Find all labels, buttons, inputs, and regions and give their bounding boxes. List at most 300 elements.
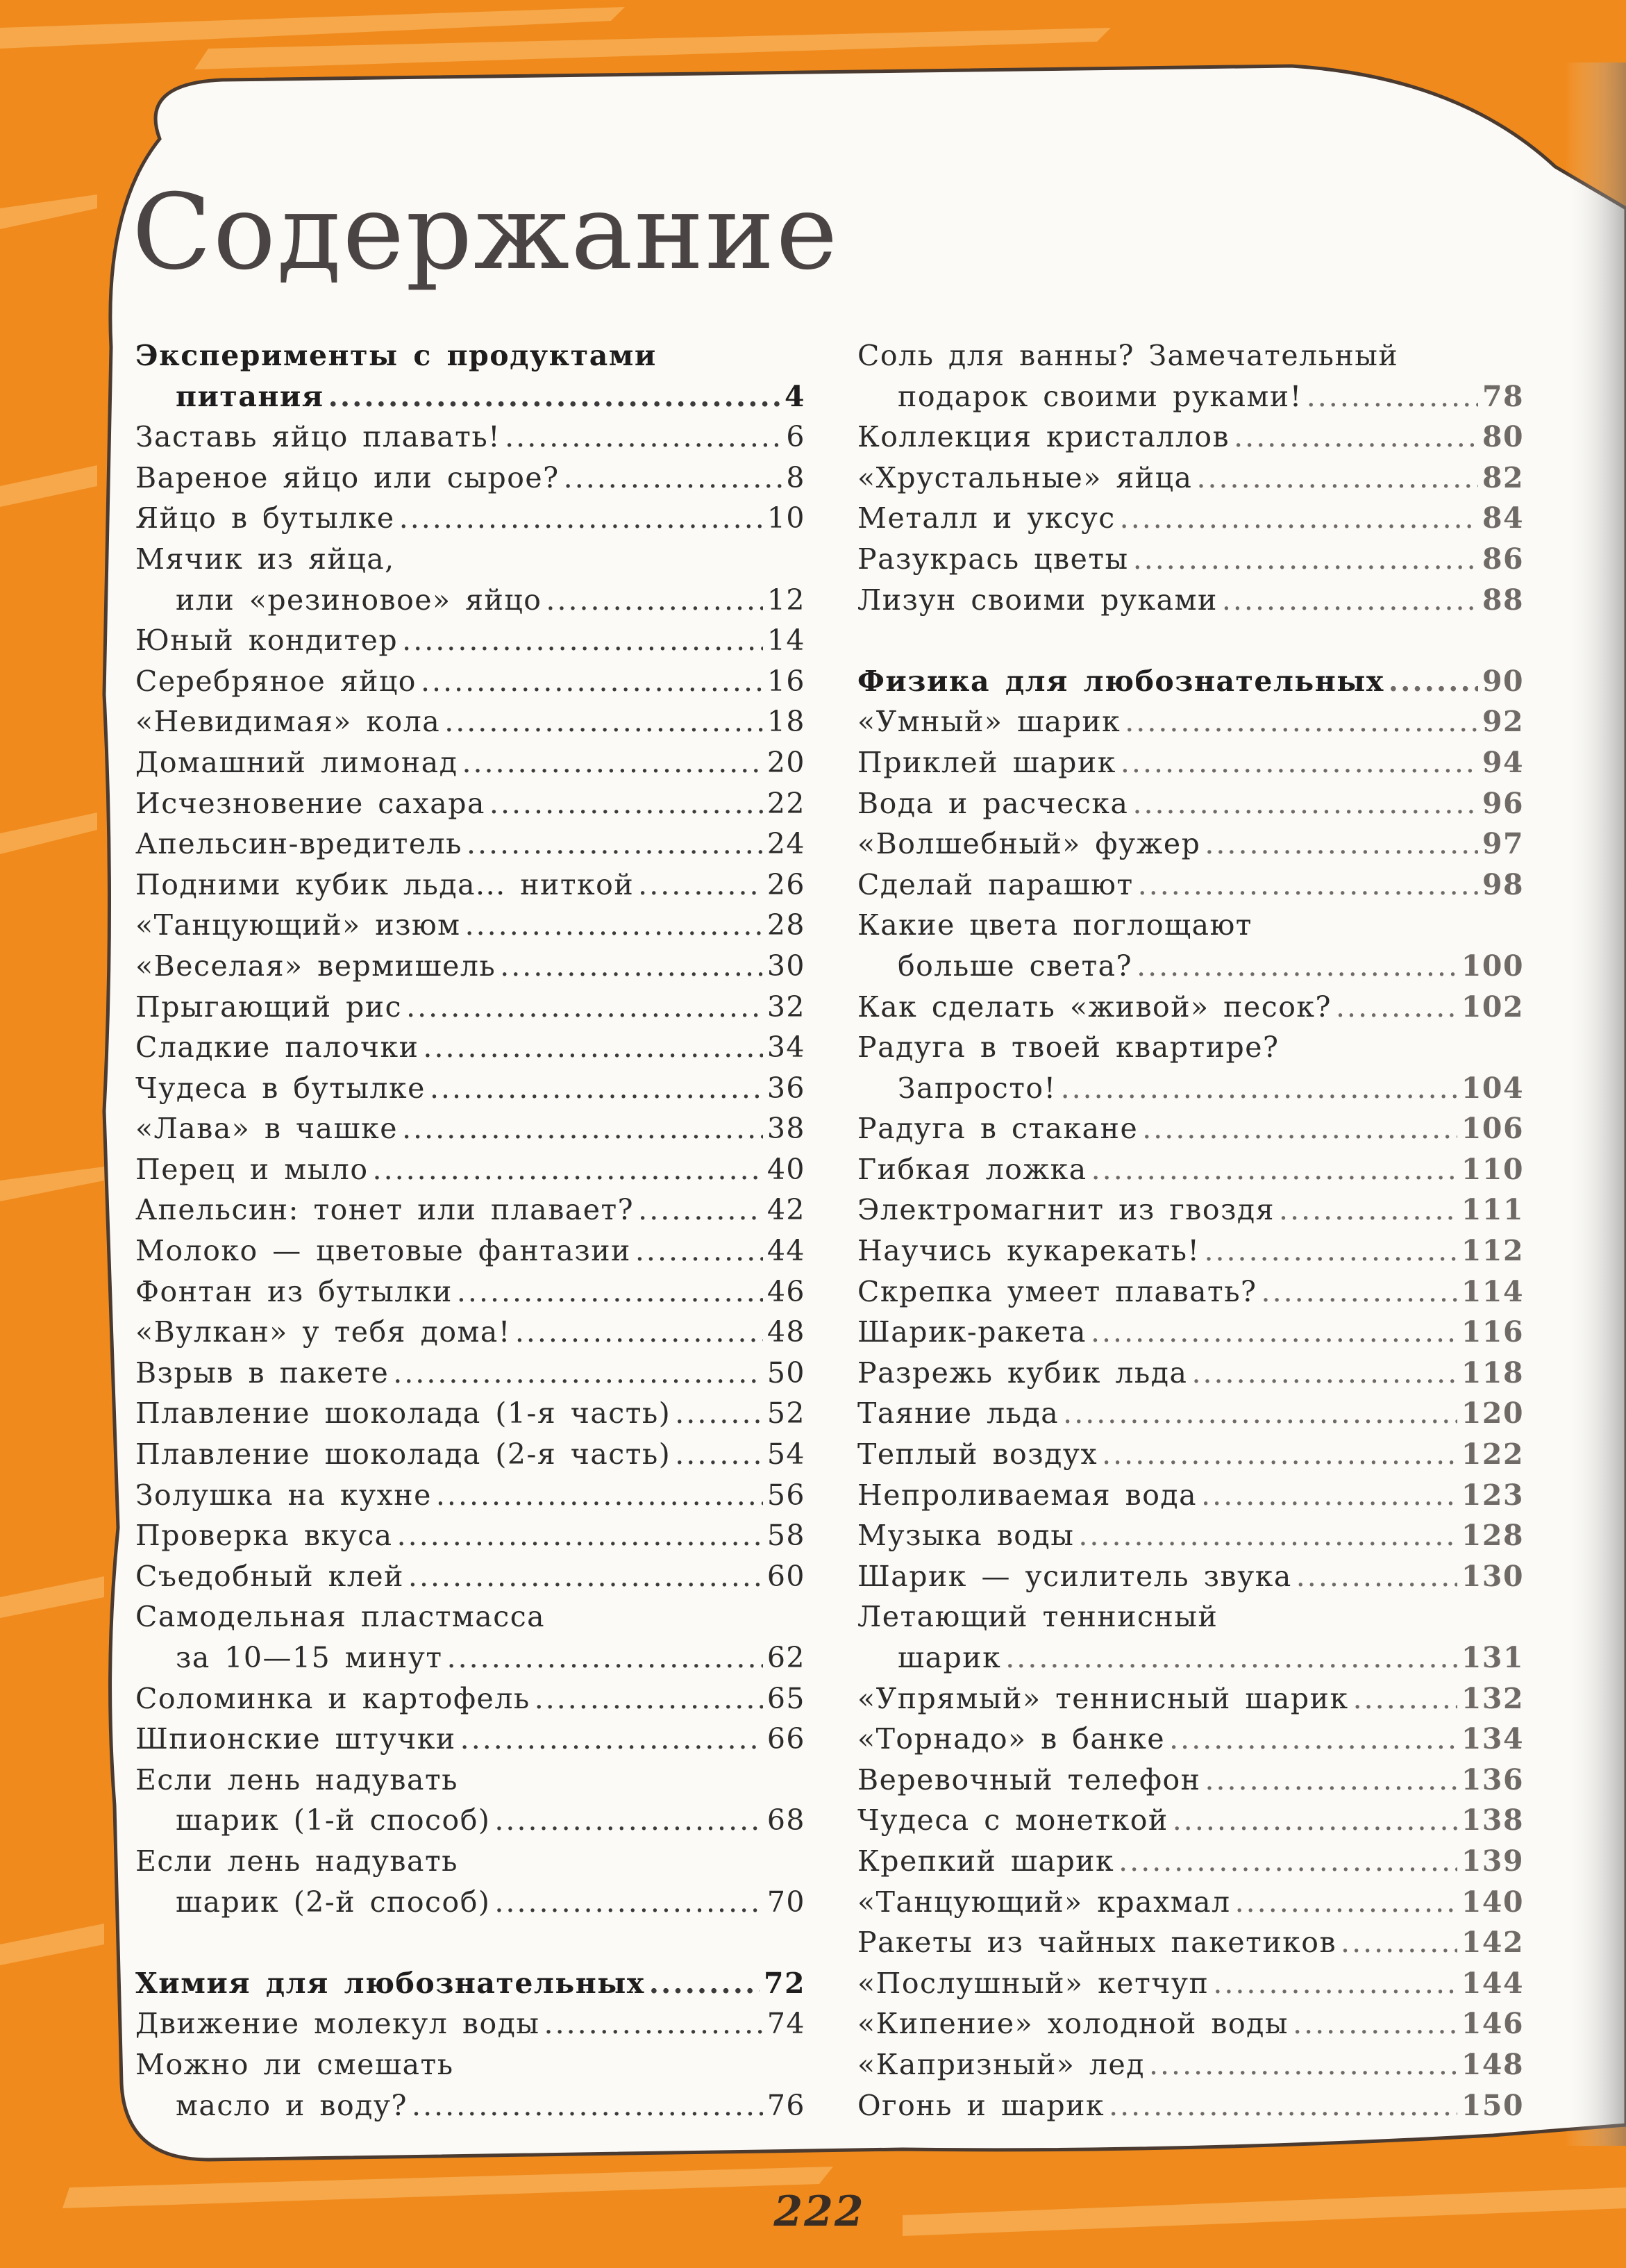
dot-leader bbox=[1061, 1068, 1457, 1109]
toc-entry bbox=[857, 1149, 1524, 1190]
toc-page-number: 146 bbox=[1461, 2007, 1524, 2041]
dot-leader bbox=[1213, 1963, 1457, 2004]
toc-entry-title: Золушка на кухне bbox=[135, 1478, 432, 1512]
toc-entry bbox=[135, 2003, 805, 2044]
dot-leader bbox=[402, 1108, 763, 1149]
toc-entry-title: Соль для ванны? Замечательный bbox=[857, 339, 1399, 372]
toc-page-number: 56 bbox=[766, 1478, 805, 1512]
toc-entry-title: подарок своими руками! bbox=[898, 379, 1302, 413]
toc-entry bbox=[857, 783, 1524, 824]
toc-entry-title: Если лень надувать bbox=[135, 1762, 458, 1796]
dot-leader bbox=[1149, 2044, 1457, 2085]
toc-entry-title: Скрепка умеет плавать? bbox=[857, 1274, 1257, 1308]
toc-entry-title: «Лава» в чашке bbox=[135, 1112, 399, 1146]
toc-entry-title: больше света? bbox=[898, 949, 1133, 983]
toc-entry bbox=[135, 458, 805, 499]
dot-leader bbox=[1353, 1678, 1457, 1719]
toc-page-number: 88 bbox=[1482, 583, 1524, 617]
dot-leader bbox=[1063, 1393, 1457, 1434]
page-title: Содержание bbox=[132, 172, 839, 293]
toc-entry bbox=[135, 865, 805, 906]
dot-leader bbox=[1091, 1149, 1457, 1190]
dot-leader bbox=[328, 376, 780, 417]
dot-leader bbox=[436, 1475, 763, 1516]
toc-entry bbox=[857, 865, 1524, 906]
toc-entry-title: Ракеты из чайных пакетиков bbox=[857, 1926, 1337, 1960]
toc-entry-title: питания bbox=[176, 379, 324, 413]
dot-leader bbox=[457, 1271, 763, 1312]
toc-page-number: 38 bbox=[766, 1112, 805, 1146]
toc-page-number: 116 bbox=[1461, 1315, 1524, 1349]
toc-entry bbox=[857, 498, 1524, 539]
toc-right-column bbox=[857, 335, 1524, 2126]
toc-entry bbox=[857, 1393, 1524, 1434]
toc-entry-title: Эксперименты с продуктами bbox=[135, 339, 657, 372]
toc-entry-title: «Капризный» лед bbox=[857, 2047, 1145, 2081]
toc-page-number: 74 bbox=[766, 2007, 805, 2041]
toc-entry-title: Домашний лимонад bbox=[135, 745, 458, 779]
toc-page-number: 86 bbox=[1482, 542, 1524, 576]
toc-entry-title: Если лень надувать bbox=[135, 1844, 458, 1878]
dot-leader bbox=[1341, 1922, 1457, 1963]
toc-entry bbox=[135, 742, 805, 783]
dot-leader bbox=[1169, 1719, 1457, 1760]
dot-leader bbox=[1191, 1353, 1457, 1394]
toc-entry bbox=[857, 1719, 1524, 1760]
dot-leader bbox=[1296, 1556, 1457, 1597]
toc-page-number: 100 bbox=[1461, 949, 1524, 983]
toc-entry bbox=[857, 1678, 1524, 1719]
toc-entry-title: Лизун своими руками bbox=[857, 583, 1218, 617]
toc-page-number: 140 bbox=[1461, 1885, 1524, 1919]
toc-entry-title: Подними кубик льда... ниткой bbox=[135, 867, 635, 901]
toc-entry-title: «Упрямый» теннисный шарик bbox=[857, 1681, 1349, 1715]
toc-entry bbox=[135, 783, 805, 824]
toc-entry-title: Плавление шоколада (2-я часть) bbox=[135, 1437, 671, 1471]
toc-entry-title: «Кипение» холодной воды bbox=[857, 2007, 1289, 2041]
toc-page-number: 10 bbox=[766, 501, 805, 535]
toc-page-number: 20 bbox=[766, 745, 805, 779]
toc-entry bbox=[857, 1882, 1524, 1923]
toc-page-number: 94 bbox=[1482, 745, 1524, 779]
toc-entry bbox=[135, 1596, 805, 1637]
toc-entry-title: «Танцующий» крахмал bbox=[857, 1885, 1231, 1919]
toc-page-number: 144 bbox=[1461, 1966, 1524, 2000]
toc-page-number: 97 bbox=[1482, 827, 1524, 861]
dot-leader bbox=[535, 1678, 763, 1719]
dot-leader bbox=[460, 1719, 763, 1760]
toc-page-number: 40 bbox=[766, 1152, 805, 1186]
toc-entry bbox=[135, 1475, 805, 1516]
dot-leader bbox=[1235, 1882, 1457, 1923]
toc-entry bbox=[857, 376, 1524, 417]
toc-entry bbox=[857, 2003, 1524, 2044]
toc-entry bbox=[135, 946, 805, 987]
dot-leader bbox=[1205, 824, 1478, 865]
toc-page-number: 76 bbox=[766, 2088, 805, 2122]
toc-page-number: 12 bbox=[766, 583, 805, 617]
toc-entry bbox=[857, 742, 1524, 783]
dot-leader bbox=[423, 1027, 762, 1068]
toc-entry-title: «Невидимая» кола bbox=[135, 705, 441, 739]
dot-leader bbox=[1120, 498, 1478, 539]
toc-entry bbox=[857, 1027, 1524, 1068]
toc-page-number: 26 bbox=[766, 867, 805, 901]
toc-entry bbox=[857, 1637, 1524, 1678]
dot-leader bbox=[1125, 701, 1478, 742]
dot-leader bbox=[1132, 783, 1477, 824]
toc-entry-title: Приклей шарик bbox=[857, 745, 1116, 779]
dot-leader bbox=[402, 620, 763, 661]
toc-entry-title: Гибкая ложка bbox=[857, 1152, 1087, 1186]
toc-entry-title: «Торнадо» в банке bbox=[857, 1722, 1166, 1756]
toc-entry bbox=[135, 1841, 805, 1882]
toc-entry-title: Фонтан из бутылки bbox=[135, 1274, 453, 1308]
toc-entry-title: Вареное яйцо или сырое? bbox=[135, 460, 560, 494]
dot-leader bbox=[638, 1190, 763, 1231]
toc-entry bbox=[135, 1515, 805, 1556]
toc-page-number: 18 bbox=[766, 705, 805, 739]
toc-entry bbox=[857, 1760, 1524, 1801]
toc-page-number: 80 bbox=[1482, 420, 1524, 454]
toc-entry bbox=[135, 2085, 805, 2126]
dot-leader bbox=[447, 1637, 763, 1678]
toc-entry bbox=[857, 1434, 1524, 1475]
dot-leader bbox=[675, 1434, 763, 1475]
dot-leader bbox=[1118, 1841, 1457, 1882]
toc-entry bbox=[135, 1393, 805, 1434]
toc-entry-title: «Послушный» кетчуп bbox=[857, 1966, 1209, 2000]
toc-entry-title: Серебряное яйцо bbox=[135, 664, 417, 698]
toc-page-number: 4 bbox=[784, 379, 805, 413]
dot-leader bbox=[406, 987, 763, 1028]
dot-leader bbox=[500, 946, 763, 987]
toc-page-number: 22 bbox=[766, 786, 805, 820]
dot-leader bbox=[1293, 2003, 1457, 2044]
dot-leader bbox=[1121, 742, 1478, 783]
toc-entry bbox=[857, 1068, 1524, 1109]
toc-page-number: 8 bbox=[786, 460, 805, 494]
dot-leader bbox=[467, 824, 763, 865]
toc-page-number: 114 bbox=[1461, 1274, 1524, 1308]
dot-leader bbox=[1234, 417, 1478, 458]
toc-entry-title: Запросто! bbox=[898, 1071, 1057, 1105]
toc-page-number: 110 bbox=[1461, 1152, 1524, 1186]
dot-leader bbox=[649, 1963, 760, 2004]
toc-page-number: 65 bbox=[766, 1681, 805, 1715]
toc-entry-title: Шарик-ракета bbox=[857, 1315, 1087, 1349]
toc-section-heading bbox=[135, 376, 805, 417]
toc-page-number: 138 bbox=[1461, 1803, 1524, 1837]
toc-entry bbox=[135, 661, 805, 702]
dot-leader bbox=[546, 580, 762, 621]
toc-entry-title: «Волшебный» фужер bbox=[857, 827, 1201, 861]
toc-page-number: 46 bbox=[766, 1274, 805, 1308]
dot-leader bbox=[1389, 661, 1478, 702]
toc-entry-title: Металл и уксус bbox=[857, 501, 1116, 535]
toc-page-number: 44 bbox=[766, 1234, 805, 1268]
toc-page-number: 106 bbox=[1461, 1112, 1524, 1146]
toc-entry-title: Проверка вкуса bbox=[135, 1519, 393, 1553]
toc-page-number: 16 bbox=[766, 664, 805, 698]
dot-leader bbox=[494, 1800, 762, 1841]
toc-entry-title: Чудеса с монеткой bbox=[857, 1803, 1168, 1837]
toc-page-number: 92 bbox=[1482, 705, 1524, 739]
toc-entry bbox=[135, 1719, 805, 1760]
toc-entry-title: Апельсин-вредитель bbox=[135, 827, 462, 861]
toc-entry bbox=[135, 1271, 805, 1312]
dot-leader bbox=[1078, 1515, 1457, 1556]
dot-leader bbox=[1196, 458, 1477, 499]
toc-page-number: 14 bbox=[766, 624, 805, 658]
toc-entry bbox=[857, 1922, 1524, 1963]
toc-entry bbox=[857, 335, 1524, 376]
toc-entry bbox=[857, 1190, 1524, 1231]
toc-page-number: 134 bbox=[1461, 1722, 1524, 1756]
toc-page-number: 104 bbox=[1461, 1071, 1524, 1105]
toc-entry bbox=[857, 1800, 1524, 1841]
toc-entry-title: Апельсин: тонет или плавает? bbox=[135, 1193, 635, 1227]
toc-page-number: 32 bbox=[766, 990, 805, 1024]
dot-leader bbox=[1138, 865, 1478, 906]
toc-page-number: 131 bbox=[1461, 1641, 1524, 1674]
toc-entry-title: масло и воду? bbox=[176, 2088, 408, 2122]
toc-entry bbox=[135, 1312, 805, 1353]
toc-page-number: 102 bbox=[1461, 990, 1524, 1024]
toc-spacer bbox=[857, 620, 1524, 661]
toc-entry-title: Как сделать «живой» песок? bbox=[857, 990, 1332, 1024]
toc-page-number: 60 bbox=[766, 1559, 805, 1593]
toc-entry bbox=[857, 1556, 1524, 1597]
dot-leader bbox=[1102, 1434, 1457, 1475]
toc-entry-title: Яйцо в бутылке bbox=[135, 501, 395, 535]
toc-entry bbox=[857, 1475, 1524, 1516]
toc-page-number: 78 bbox=[1482, 379, 1524, 413]
toc-entry-title: Чудеса в бутылке bbox=[135, 1071, 426, 1105]
toc-page-number: 96 bbox=[1482, 786, 1524, 820]
dot-leader bbox=[393, 1353, 763, 1394]
toc-page-number: 70 bbox=[766, 1885, 805, 1919]
toc-entry-title: Молоко — цветовые фантазии bbox=[135, 1234, 631, 1268]
toc-page-number: 54 bbox=[766, 1437, 805, 1471]
toc-entry bbox=[857, 1271, 1524, 1312]
toc-entry bbox=[135, 1800, 805, 1841]
dot-leader bbox=[1205, 1760, 1457, 1801]
toc-entry-title: Научись кукарекать! bbox=[857, 1234, 1200, 1268]
toc-entry-title: Самодельная пластмасса bbox=[135, 1600, 546, 1634]
toc-page-number: 120 bbox=[1461, 1396, 1524, 1431]
toc-entry-title: Разукрась цветы bbox=[857, 542, 1129, 576]
toc-entry bbox=[135, 1108, 805, 1149]
toc-entry bbox=[135, 580, 805, 621]
toc-entry bbox=[857, 417, 1524, 458]
toc-entry bbox=[135, 1882, 805, 1923]
dot-leader bbox=[1204, 1231, 1457, 1271]
toc-entry-title: Сделай парашют bbox=[857, 867, 1134, 901]
toc-entry-title: Исчезновение сахара bbox=[135, 786, 485, 820]
toc-page-number: 111 bbox=[1461, 1193, 1524, 1227]
toc-entry bbox=[857, 1231, 1524, 1271]
toc-entry-title: Мячик из яйца, bbox=[135, 542, 395, 576]
toc-entry bbox=[135, 1637, 805, 1678]
toc-entry bbox=[857, 1841, 1524, 1882]
toc-entry bbox=[857, 905, 1524, 946]
toc-page-number: 30 bbox=[766, 949, 805, 983]
toc-entry-title: Съедобный клей bbox=[135, 1559, 404, 1593]
dot-leader bbox=[412, 2085, 763, 2126]
toc-entry bbox=[135, 417, 805, 458]
toc-entry bbox=[135, 498, 805, 539]
toc-page-number: 42 bbox=[766, 1193, 805, 1227]
toc-entry bbox=[135, 1760, 805, 1801]
toc-entry-title: шарик (2-й способ) bbox=[176, 1885, 491, 1919]
toc-entry-title: Соломинка и картофель bbox=[135, 1681, 530, 1715]
toc-entry-title: Взрыв в пакете bbox=[135, 1356, 389, 1390]
toc-entry bbox=[135, 620, 805, 661]
dot-leader bbox=[462, 742, 762, 783]
toc-entry-title: Летающий теннисный bbox=[857, 1600, 1218, 1634]
toc-entry-title: или «резиновое» яйцо bbox=[176, 583, 542, 617]
dot-leader bbox=[397, 1515, 763, 1556]
dot-leader bbox=[1279, 1190, 1457, 1231]
toc-entry-title: Разрежь кубик льда bbox=[857, 1356, 1188, 1390]
toc-entry bbox=[135, 539, 805, 580]
toc-entry-title: Можно ли смешать bbox=[135, 2047, 454, 2081]
toc-page-number: 90 bbox=[1482, 664, 1524, 698]
dot-leader bbox=[408, 1556, 763, 1597]
toc-entry bbox=[857, 458, 1524, 499]
toc-entry-title: Коллекция кристаллов bbox=[857, 420, 1230, 454]
toc-entry bbox=[857, 2085, 1524, 2126]
toc-page-number: 98 bbox=[1482, 867, 1524, 901]
toc-entry-title: Музыка воды bbox=[857, 1519, 1075, 1553]
dot-leader bbox=[1109, 2085, 1457, 2126]
dot-leader bbox=[1133, 539, 1478, 580]
toc-page-number: 28 bbox=[766, 908, 805, 942]
dot-leader bbox=[1091, 1312, 1457, 1353]
toc-entry-title: «Танцующий» изюм bbox=[135, 908, 461, 942]
toc-page-number: 62 bbox=[766, 1641, 805, 1674]
dot-leader bbox=[494, 1882, 762, 1923]
toc-entry bbox=[135, 1027, 805, 1068]
toc-page-number: 68 bbox=[766, 1803, 805, 1837]
toc-page-number: 24 bbox=[766, 827, 805, 861]
toc-entry bbox=[135, 2044, 805, 2085]
page-number: 222 bbox=[773, 2187, 865, 2236]
toc-entry bbox=[135, 1149, 805, 1190]
toc-entry-title: шарик (1-й способ) bbox=[176, 1803, 491, 1837]
toc-page-number: 139 bbox=[1461, 1844, 1524, 1878]
toc-entry-title: Теплый воздух bbox=[857, 1437, 1098, 1471]
dot-leader bbox=[564, 458, 782, 499]
toc-entry-title: за 10—15 минут bbox=[176, 1641, 443, 1674]
toc-page-number: 123 bbox=[1461, 1478, 1524, 1512]
toc-spacer bbox=[135, 1922, 805, 1963]
dot-leader bbox=[399, 498, 763, 539]
toc-entry bbox=[135, 1231, 805, 1271]
toc-entry bbox=[135, 1434, 805, 1475]
toc-entry-title: Прыгающий рис bbox=[135, 990, 403, 1024]
toc-page-number: 66 bbox=[766, 1722, 805, 1756]
toc-entry bbox=[857, 539, 1524, 580]
toc-entry-title: Веревочный телефон bbox=[857, 1762, 1201, 1796]
toc-entry-title: Электромагнит из гвоздя bbox=[857, 1193, 1275, 1227]
toc-entry-title: Движение молекул воды bbox=[135, 2007, 540, 2041]
dot-leader bbox=[505, 417, 782, 458]
toc-entry bbox=[857, 580, 1524, 621]
toc-entry-title: «Вулкан» у тебя дома! bbox=[135, 1315, 511, 1349]
dot-leader bbox=[465, 905, 763, 946]
dot-leader bbox=[430, 1068, 763, 1109]
dot-leader bbox=[1201, 1475, 1457, 1516]
toc-page-number: 52 bbox=[766, 1396, 805, 1431]
toc-entry bbox=[857, 1596, 1524, 1637]
toc-entry bbox=[857, 1353, 1524, 1394]
dot-leader bbox=[1262, 1271, 1457, 1312]
toc-entry-title: Крепкий шарик bbox=[857, 1844, 1115, 1878]
toc-entry-title: «Хрустальные» яйца bbox=[857, 460, 1193, 494]
toc-section-heading bbox=[135, 335, 805, 376]
toc-entry-title: Вода и расческа bbox=[857, 786, 1129, 820]
toc-entry-title: Химия для любознательных bbox=[135, 1966, 645, 2000]
dot-leader bbox=[1142, 1108, 1457, 1149]
toc-page-number: 48 bbox=[766, 1315, 805, 1349]
toc-entry bbox=[135, 1068, 805, 1109]
toc-page-number: 128 bbox=[1461, 1519, 1524, 1553]
toc-page-number: 50 bbox=[766, 1356, 805, 1390]
toc-entry-title: Перец и мыло bbox=[135, 1152, 369, 1186]
toc-entry bbox=[135, 701, 805, 742]
toc-entry bbox=[857, 1515, 1524, 1556]
dot-leader bbox=[635, 1231, 763, 1271]
toc-entry-title: Заставь яйцо плавать! bbox=[135, 420, 501, 454]
toc-page-number: 136 bbox=[1461, 1762, 1524, 1796]
toc-entry-title: «Веселая» вермишель bbox=[135, 949, 496, 983]
toc-entry-title: Непроливаемая вода bbox=[857, 1478, 1198, 1512]
toc-entry-title: Огонь и шарик bbox=[857, 2088, 1105, 2122]
toc-page-number: 82 bbox=[1482, 460, 1524, 494]
toc-left-column bbox=[135, 335, 805, 2126]
toc-page-number: 84 bbox=[1482, 501, 1524, 535]
toc-page-number: 36 bbox=[766, 1071, 805, 1105]
dot-leader bbox=[1336, 987, 1457, 1028]
toc-entry-title: шарик bbox=[898, 1641, 1002, 1674]
dot-leader bbox=[1173, 1800, 1457, 1841]
table-of-contents bbox=[132, 170, 1541, 2142]
toc-entry bbox=[135, 1190, 805, 1231]
dot-leader bbox=[1137, 946, 1457, 987]
toc-page-number: 6 bbox=[786, 420, 805, 454]
toc-entry-title: «Умный» шарик bbox=[857, 705, 1121, 739]
dot-leader bbox=[444, 701, 763, 742]
toc-page-number: 130 bbox=[1461, 1559, 1524, 1593]
dot-leader bbox=[1307, 376, 1478, 417]
toc-entry bbox=[135, 905, 805, 946]
toc-page-number: 122 bbox=[1461, 1437, 1524, 1471]
toc-entry bbox=[857, 2044, 1524, 2085]
dot-leader bbox=[373, 1149, 763, 1190]
toc-entry bbox=[857, 946, 1524, 987]
toc-entry-title: Сладкие палочки bbox=[135, 1031, 419, 1065]
toc-entry bbox=[857, 701, 1524, 742]
toc-entry-title: Таяние льда bbox=[857, 1396, 1059, 1431]
toc-entry-title: Радуга в твоей квартире? bbox=[857, 1031, 1280, 1065]
toc-entry bbox=[857, 1963, 1524, 2004]
dot-leader bbox=[544, 2003, 763, 2044]
toc-section-heading bbox=[135, 1963, 805, 2004]
toc-entry-title: Шарик — усилитель звука bbox=[857, 1559, 1292, 1593]
dot-leader bbox=[675, 1393, 763, 1434]
